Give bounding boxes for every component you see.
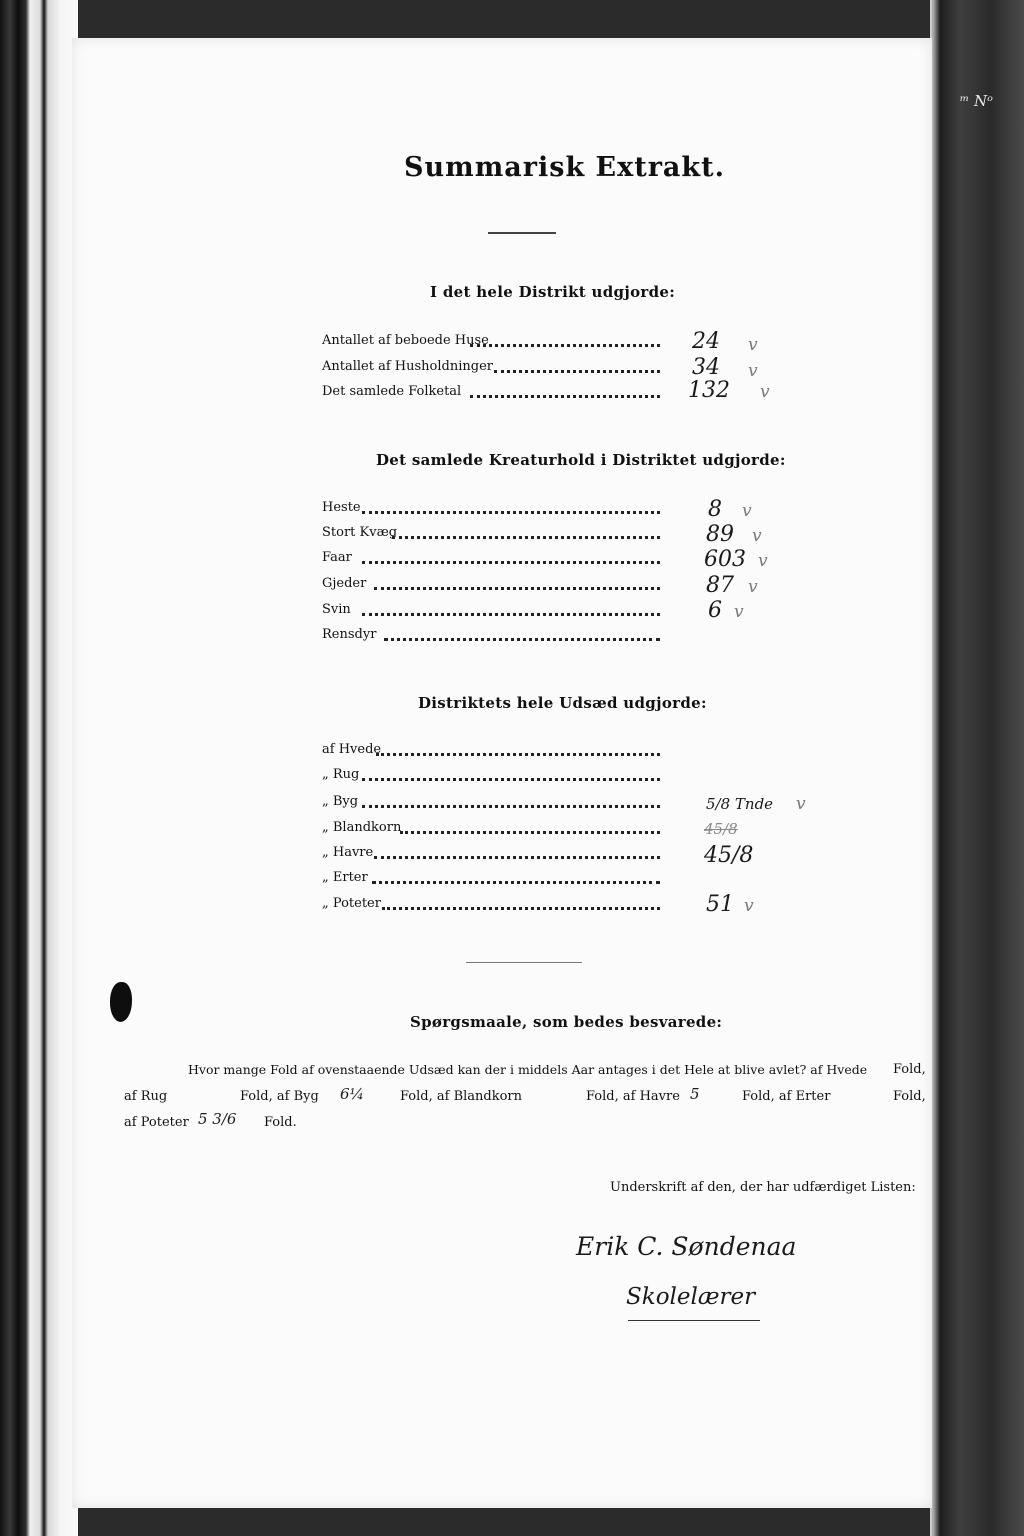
row-label: Det samlede Folketal [322, 384, 462, 399]
row-value: 8 [708, 497, 722, 522]
poteter-label: af Poteter [124, 1115, 189, 1130]
row-value: 51 [706, 892, 734, 917]
sowing-heading: Distriktets hele Udsæd udgjorde: [418, 694, 707, 712]
signature-title: Skolelærer [626, 1284, 756, 1310]
check-mark-icon: v [748, 361, 758, 381]
leader-dots [384, 638, 660, 641]
livestock-heading: Det samlede Kreaturhold i Distriktet udgjorde: [376, 451, 786, 469]
check-mark-icon: v [744, 896, 754, 916]
leader-dots [362, 613, 660, 616]
leader-dots [400, 831, 660, 834]
check-mark-icon: v [734, 602, 744, 622]
row-label: „ Havre [322, 845, 374, 860]
row-label: Faar [322, 550, 352, 565]
ink-blot [110, 982, 132, 1022]
row-value-struck: 45/8 [704, 820, 738, 838]
leader-dots [372, 881, 660, 884]
check-mark-icon: v [760, 382, 770, 402]
check-mark-icon: v [758, 551, 768, 571]
leader-dots [494, 370, 660, 373]
leader-dots [470, 344, 660, 347]
leader-dots [362, 561, 660, 564]
row-value: 5/8 Tnde [706, 795, 774, 813]
row-label: Rensdyr [322, 627, 377, 642]
page-title: Summarisk Extrakt. [404, 152, 725, 183]
row-label: Antallet af beboede Huse [322, 333, 489, 348]
signature-label: Underskrift af den, der har udfærdiget Listen: [610, 1180, 916, 1195]
margin-mark: ᵐ Nᵒ [960, 92, 993, 110]
row-value: 603 [704, 547, 746, 572]
byg-label: Fold, af Byg [240, 1089, 319, 1104]
row-label: „ Rug [322, 767, 360, 782]
leader-dots [362, 805, 660, 808]
leader-dots [376, 753, 660, 756]
leader-dots [392, 536, 660, 539]
row-label: „ Byg [322, 794, 359, 809]
rug-label: af Rug [124, 1089, 168, 1104]
section-divider [466, 962, 582, 963]
row-label: Svin [322, 602, 351, 617]
row-value: 34 [692, 355, 720, 380]
leader-dots [374, 587, 660, 590]
row-value: 24 [692, 329, 720, 354]
row-label: Antallet af Husholdninger [322, 359, 493, 374]
check-mark-icon: v [796, 794, 806, 814]
signature-name: Erik C. Søndenaa [576, 1232, 797, 1261]
havre-fold-value: 5 [690, 1085, 700, 1103]
row-label: Stort Kvæg [322, 525, 398, 540]
check-mark-icon: v [752, 526, 762, 546]
byg-fold-value: 6¼ [340, 1085, 365, 1103]
row-value: 6 [708, 598, 722, 623]
title-divider [488, 232, 556, 234]
blandkorn-label: Fold, af Blandkorn [400, 1089, 523, 1104]
row-label: Gjeder [322, 576, 367, 591]
row-label: „ Poteter [322, 896, 381, 911]
check-mark-icon: v [748, 577, 758, 597]
questions-heading: Spørgsmaale, som bedes besvarede: [410, 1013, 723, 1031]
erter-label: Fold, af Erter [742, 1089, 831, 1104]
havre-label: Fold, af Havre [586, 1089, 680, 1104]
poteter-fold-value: 5 3/6 [198, 1110, 237, 1128]
leader-dots [374, 856, 660, 859]
check-mark-icon: v [742, 501, 752, 521]
row-label: Heste [322, 500, 361, 515]
fold-label: Fold, [893, 1089, 926, 1104]
fold-label: Fold, [893, 1062, 926, 1077]
leader-dots [362, 511, 660, 514]
row-value: 45/8 [704, 843, 754, 868]
leader-dots [470, 395, 660, 398]
row-value: 89 [706, 522, 734, 547]
row-label: af Hvede [322, 742, 382, 757]
row-value: 132 [688, 378, 730, 403]
signature-underline [628, 1320, 760, 1321]
row-value: 87 [706, 573, 734, 598]
row-label: „ Blandkorn [322, 820, 402, 835]
fold-end-label: Fold. [264, 1115, 297, 1130]
population-heading: I det hele Distrikt udgjorde: [430, 283, 676, 301]
question-line-1: Hvor mange Fold af ovenstaaende Udsæd kan der i middels Aar antages i det Hele at blive avlet? af Hvede [188, 1062, 868, 1077]
row-label: „ Erter [322, 870, 368, 885]
leader-dots [362, 778, 660, 781]
leader-dots [382, 907, 660, 910]
check-mark-icon: v [748, 335, 758, 355]
